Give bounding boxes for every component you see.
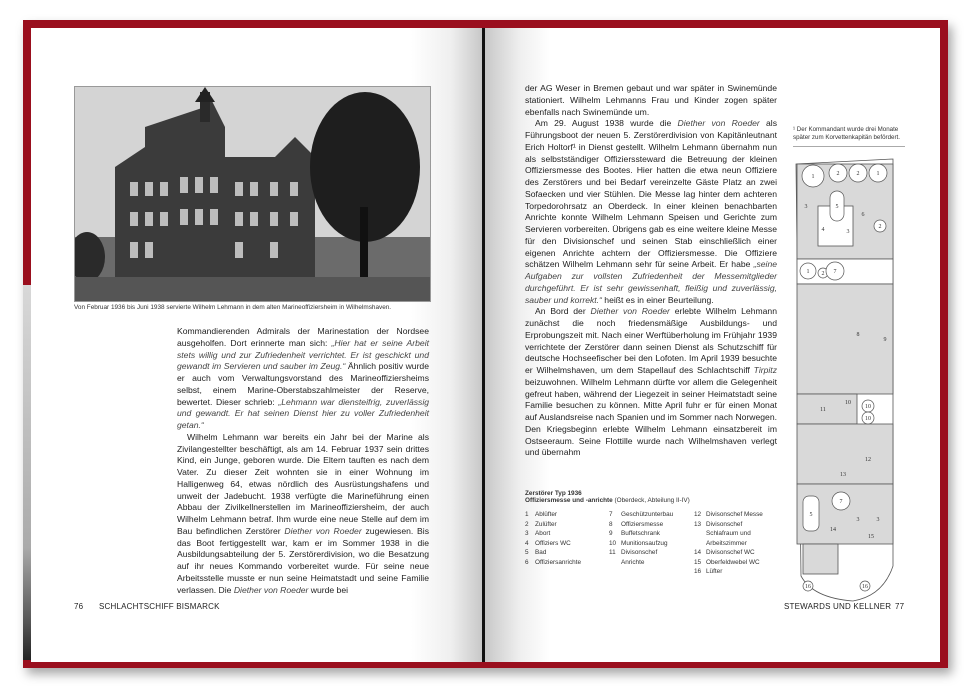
photo-caption: Von Februar 1936 bis Juni 1938 servierte Wilhelm Lehmann in dem alten Marineoffiziersheim in Wilhelmshaven. [74, 304, 392, 311]
italic-quote: „Hier hat er seine Arbeit stets willig und zur Zufriedenheit verrichtet. Er ist geschickt und gewandt im Servieren und sauber im Zeug.“ [177, 337, 429, 372]
plan-label: 9 [883, 337, 887, 343]
plan-label: 3 [846, 229, 850, 235]
legend-label: Munitionsaufzug [621, 539, 668, 547]
legend-number: 14 [694, 549, 702, 556]
text-segment: Kommandierenden Admirals der Marinestation der Nordsee ausgeholfen. Dort erinnerte man sich: [177, 326, 429, 348]
page-number: 76 [74, 602, 84, 611]
plan-label: 1 [876, 171, 880, 177]
italic-quote: Diether von Roeder [284, 525, 362, 536]
text-segment: Wilhelm Lehmann war bereits ein Jahr bei der Marine als Zivilangestellter beschäftigt, als am 14. Februar 1937 sein drittes Kind, ein Junge, geboren wurde. Die Eltern tauften es nach dem Vater. Zu dieser Zeit wohnten sie in einer Wohnung im Halligenweg 64, etwas nördlich des Ausrüstungshafens und unweit der Jadebucht. 1938 verfügte die Marineführung einen Abbau der Zivilkellnerstellen im Marineoffiziersheim, der auch Wilhelm Lehmann betraf. Ihm wurde eine neue Stelle auf dem im Bau befindlichen Zerstörer [177, 431, 429, 536]
legend-item [609, 548, 694, 567]
legend-number: 8 [609, 520, 613, 528]
legend-item [525, 529, 609, 539]
paragraph [525, 83, 777, 118]
plan-label: 2 [878, 224, 882, 230]
plan-label: 5 [835, 204, 839, 210]
legend-subtitle-rest: (Oberdeck, Abteilung II-IV) [612, 497, 690, 504]
text-segment: An Bord der [535, 306, 591, 317]
plan-label: 8 [856, 332, 860, 338]
legend-number: 13 [694, 520, 702, 528]
legend-number: 15 [694, 558, 702, 566]
room-8 [797, 284, 893, 394]
plan-label: 11 [820, 407, 826, 413]
legend-item [694, 558, 780, 568]
paragraph [177, 432, 429, 597]
paragraph [525, 306, 777, 459]
text-segment: Am 29. August 1938 wurde die [535, 118, 678, 129]
legend-item [525, 510, 609, 520]
room-11 [797, 394, 857, 424]
text-segment: erlebte Wilhelm Lehmann zunächst die noch friedensmäßige Ausbildungs- und Erprobungszeit mit. Nach einer Werftüberholung im Frühjahr 1939 verrichtete der Zerstörer dann seinen Dienst als Schutzschiff für deutsche Hochseefischer bei den Lofoten. Im April 1939 besuchte er Wilhelmshaven, um dem Stapellauf des Schlachtschiff [525, 306, 777, 375]
legend-item [525, 539, 609, 549]
legend-title: Zerstörer Typ 1936 [525, 490, 582, 497]
plan-label: 10 [865, 416, 871, 422]
legend-label: Divisonschef Messe [706, 511, 763, 518]
italic-quote: „seine Aufgaben zur vollsten Zufriedenheit der Messemitglieder durchgeführt. Er ist sehr gewissenhaft, fleißig und zuverlässig, sauber und korrekt.“ [525, 259, 777, 305]
right-body-text [525, 83, 777, 459]
legend-item [525, 520, 609, 530]
plan-label: 12 [865, 457, 871, 463]
page-edge-photo-strip [23, 285, 31, 660]
plan-label: 10 [865, 404, 871, 410]
footnote: ¹ Der Kommandant wurde drei Monate später zum Korvettenkapitän befördert. [793, 126, 905, 147]
plan-label: 2 [856, 171, 860, 177]
plan-label: 10 [845, 400, 851, 406]
italic-quote: Diether von Roeder [233, 584, 309, 595]
text-segment: wurde bei [308, 584, 349, 595]
text-segment: Ähnlich positiv wurde er auch vom Verwaltungsvorstand des Marineoffiziersheims selbst, einem Marine-Oberstabszahlmeister der Reserve, bewertet. Dieser schrieb: [177, 361, 429, 407]
legend-item [609, 529, 694, 539]
legend-column [609, 510, 694, 577]
plan-label: 14 [830, 527, 836, 533]
text-segment: der AG Weser in Bremen gebaut und war später in Swinemünde stationiert. Wilhelm Lehmanns Frau und Kinder zogen später ebenfalls nach Swinemünde um. [525, 83, 777, 117]
legend-label: Lüfter [706, 568, 723, 575]
plan-label: 16 [862, 584, 868, 590]
italic-quote: „Lehmann war diensteifrig, zuverlässig und gewandt. Er hat seinen Dienst hier zu voller Zufriedenheit getan.“ [177, 396, 430, 430]
legend-number: 11 [609, 549, 616, 556]
room-5b [803, 544, 838, 574]
left-page [31, 28, 482, 662]
text-segment: als Führungsboot der neuen 5. Zerstörerdivision von Kapitänleutnant Erich Holtorf¹ in Dienst gestellt. Wilhelm Lehmann übernahm nun als selbstständiger Offizierssteward die Betreuung der kleinen Offiziersmesse des Bootes. Hier hatten die etwa neun Offiziere des Zerstörers und bei Bedarf vereinzelte Gäste Platz an zwei Sofaecken und vier Stühlen. Die Messe lag hinter dem achteren Torpedorohrsatz an Oberdeck. In einer kleinen benachbarten Anrichte konnte Wilhelm Lehmann Speisen und Gerichte zum Servieren vorbereiten. Übrigens gab es eine weitere kleine Messe für den Divisionschef und seinen Stab einschließlich einer eigenen Anrichte achtern der Offiziersmesse. Die Offiziere schätzen Wilhelm Lehmann sehr für seine Arbeit. Er habe [525, 118, 778, 270]
italic-quote: Diether von Roeder [677, 118, 760, 129]
plan-label: 1 [811, 174, 815, 180]
legend-label: Zulüfter [535, 520, 557, 528]
plan-label: 3 [856, 517, 860, 523]
legend-label: Divisonschef WC [706, 549, 755, 556]
italic-quote: Diether von Roeder [590, 306, 670, 317]
plan-label: 15 [868, 534, 874, 540]
deck-floorplan [793, 156, 903, 606]
legend-number: 4 [525, 539, 529, 547]
plan-label: 6 [861, 212, 865, 218]
legend-number: 5 [525, 549, 529, 556]
legend-item [694, 567, 780, 577]
plan-label: 5 [809, 512, 813, 518]
legend-label: Offiziersmesse [621, 520, 664, 528]
text-segment: beizuwohnen. Wilhelm Lehmann dürfte vor allem die Gelegenheit gefreut haben, während der Liegezeit in seiner Heimatstadt seine Familie besuchen zu können. Mitte April fuhr er für einen Monat auf Auslandsreise nach Spanien und im Sommer nach Norwegen. Den Kriegsbeginn erlebte Wilhelm Lehmann einsatzbereit im Ostseeraum. Seine Flottille wurde nach Wilhelmshaven verlegt und übernahm [525, 376, 777, 458]
running-head: SCHLACHTSCHIFF BISMARCK [99, 602, 220, 611]
legend-number: 6 [525, 558, 529, 566]
legend-number: 3 [525, 530, 529, 537]
italic-quote: Tirpitz [753, 365, 777, 375]
running-head: STEWARDS UND KELLNER [784, 602, 892, 611]
legend-label: Abort [535, 530, 551, 537]
legend-subtitle [525, 497, 780, 504]
legend-column [525, 510, 609, 577]
plan-label: 7 [839, 499, 843, 505]
legend-columns [525, 510, 780, 577]
plan-label: 3 [804, 204, 808, 210]
paragraph [177, 326, 429, 432]
legend-item [694, 520, 780, 549]
plan-label: 7 [833, 269, 837, 275]
legend-item [609, 510, 694, 520]
building-illustration [75, 87, 430, 301]
page-number: 77 [895, 602, 905, 611]
legend-subtitle-bold: Offiziersmesse und -anrichte [525, 497, 613, 504]
legend-label: Offiziersanrichte [535, 558, 582, 566]
text-segment: zugewiesen. Bis das Boot fertiggestellt war, kam er im Sommer 1938 in die Ausbildungsabteilung der 5. Zerstörerdivision, wo die Besatzung auf ihr neues Kommando vorbereitet wurde. Für seine neue Arbeitsstelle musste er nun seine Heimatstadt und seine Familie verlassen. Die [177, 525, 429, 595]
legend-number: 12 [694, 511, 702, 518]
plan-label: 2 [821, 271, 825, 277]
legend-item [694, 510, 780, 520]
legend-label: Geschützunterbau [621, 511, 674, 518]
legend-number: 9 [609, 530, 613, 537]
plan-label: 2 [836, 171, 840, 177]
legend-label: Bad [535, 549, 547, 556]
legend-number: 2 [525, 520, 529, 528]
legend-label: Offiziers WC [535, 539, 571, 547]
legend-item [525, 558, 609, 568]
legend-item [609, 520, 694, 530]
legend-label: Divisonschef Schlafraum und Arbeitszimmer [706, 520, 751, 547]
legend-column [694, 510, 780, 577]
legend-label: Buffetschrank [621, 530, 660, 537]
plan-label: 13 [840, 472, 846, 478]
right-page [485, 28, 940, 662]
legend-label: Divisonschef Anrichte [621, 549, 658, 566]
floorplan-legend [525, 490, 780, 577]
legend-number: 1 [525, 511, 529, 518]
plan-label: 16 [805, 584, 811, 590]
plan-label: 3 [876, 517, 880, 523]
plan-label: 1 [806, 269, 810, 275]
legend-label: Oberfeldwebel WC [706, 558, 760, 566]
left-body-text [177, 326, 429, 596]
legend-item [694, 548, 780, 558]
paragraph [525, 118, 777, 306]
legend-number: 10 [609, 539, 617, 547]
legend-number: 7 [609, 511, 613, 518]
text-segment: heißt es in einer Beurteilung. [601, 294, 714, 305]
legend-number: 16 [694, 568, 702, 575]
legend-item [525, 548, 609, 558]
plan-label: 4 [821, 227, 825, 233]
legend-label: Ablüfter [535, 511, 558, 518]
legend-item [609, 539, 694, 549]
building-photo [74, 86, 431, 302]
